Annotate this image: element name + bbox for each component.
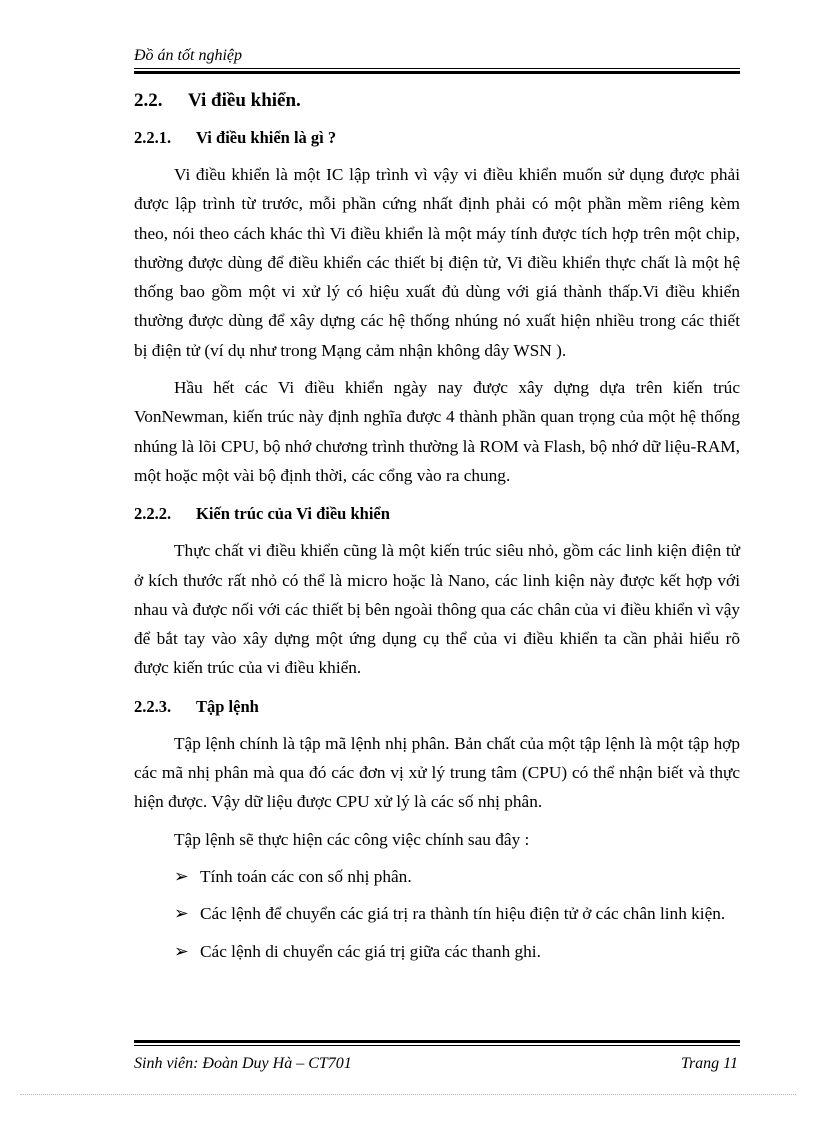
subsection-number: 2.2.2. xyxy=(134,504,172,524)
list-item xyxy=(134,937,740,966)
subsection-number: 2.2.3. xyxy=(134,696,172,716)
list-item xyxy=(134,862,740,891)
subsection-title: Vi điều khiển là gì ? xyxy=(196,128,337,147)
document-body xyxy=(134,90,740,974)
subsection-title: Tập lệnh xyxy=(196,696,259,716)
section-heading xyxy=(134,90,740,112)
subsection-title: Kiến trúc của Vi điều khiển xyxy=(196,504,390,524)
footer-rule-thin xyxy=(134,1045,740,1046)
paragraph: Tập lệnh sẽ thực hiện các công việc chính sau đây : xyxy=(174,829,530,849)
subsection-number: 2.2.1. xyxy=(134,128,172,147)
section-number: 2.2. xyxy=(134,90,163,111)
subsection-heading xyxy=(134,504,740,524)
footer-page-number: Trang 11 xyxy=(680,1055,738,1072)
footer-rule-thick xyxy=(134,1040,740,1043)
list-item xyxy=(134,899,740,928)
header-rule-thin xyxy=(134,68,740,69)
footer-student: Sinh viên: Đoàn Duy Hà – CT701 xyxy=(134,1055,352,1072)
list-item-text: Các lệnh di chuyển các giá trị giữa các thanh ghi. xyxy=(200,941,541,961)
paragraph: Thực chất vi điều khiển cũng là một kiến trúc siêu nhỏ, gồm các linh kiện điện tử ở kích thước rất nhỏ có thể là micro hoặc là Nano, các linh kiện này được kết hợp với nhau và được nối với các thiết bị bên ngoài thông qua các chân của vi điều khiển vì vậy để bắt tay vào xây dựng một ứng dụng cụ thể của vi điều khiển ta cần phải hiểu rõ được kiến trúc của vi điều khiển. xyxy=(134,541,740,678)
page-boundary-divider xyxy=(20,1094,796,1095)
subsection-heading xyxy=(134,128,740,148)
subsection-heading xyxy=(134,697,740,717)
paragraph: Hầu hết các Vi điều khiển ngày nay được xây dựng dựa trên kiến trúc VonNewman, kiến trúc này định nghĩa được 4 thành phần quan trọng của một hệ thống nhúng là lõi CPU, bộ nhớ chương trình thường là ROM và Flash, bộ nhớ dữ liệu-RAM, một hoặc một vài bộ định thời, các cổng vào ra chung. xyxy=(134,378,740,485)
header-title: Đồ án tốt nghiệp xyxy=(134,47,242,64)
arrow-bullet-icon: ➢ xyxy=(174,941,189,961)
paragraph: Tập lệnh chính là tập mã lệnh nhị phân. Bản chất của một tập lệnh là một tập hợp các mã nhị phân mà qua đó các đơn vị xử lý trung tâm (CPU) có thể nhận biết và thực hiện được. Vậy dữ liệu được CPU xử lý là các số nhị phân. xyxy=(134,733,740,812)
arrow-bullet-icon: ➢ xyxy=(174,866,189,886)
arrow-bullet-icon: ➢ xyxy=(174,904,189,924)
section-title: Vi điều khiển. xyxy=(188,90,301,111)
list-item-text: Các lệnh để chuyển các giá trị ra thành tín hiệu điện tử ở các chân linh kiện. xyxy=(200,904,726,924)
header-rule-thick xyxy=(134,71,740,74)
list-item-text: Tính toán các con số nhị phân. xyxy=(200,866,412,886)
paragraph: Vi điều khiển là một IC lập trình vì vậy vi điều khiển muốn sử dụng được phải được lập trình từ trước, mỗi phần cứng nhất định phải có một phần mềm riêng kèm theo, nói theo cách khác thì Vi điều khiển là một máy tính được tích hợp trên một chip, thường được dùng để điều khiển các thiết bị điện tử, Vi điều khiển thực chất là một hệ thống bao gồm một vi xử lý có hiệu xuất đủ dùng với giá thành thấp.Vi điều khiển thường được dùng để xây dựng các hệ thống nhúng nó xuất hiện nhiều trong các thiết bị điện tử (ví dụ như trong Mạng cảm nhận không dây WSN ). xyxy=(134,165,740,360)
